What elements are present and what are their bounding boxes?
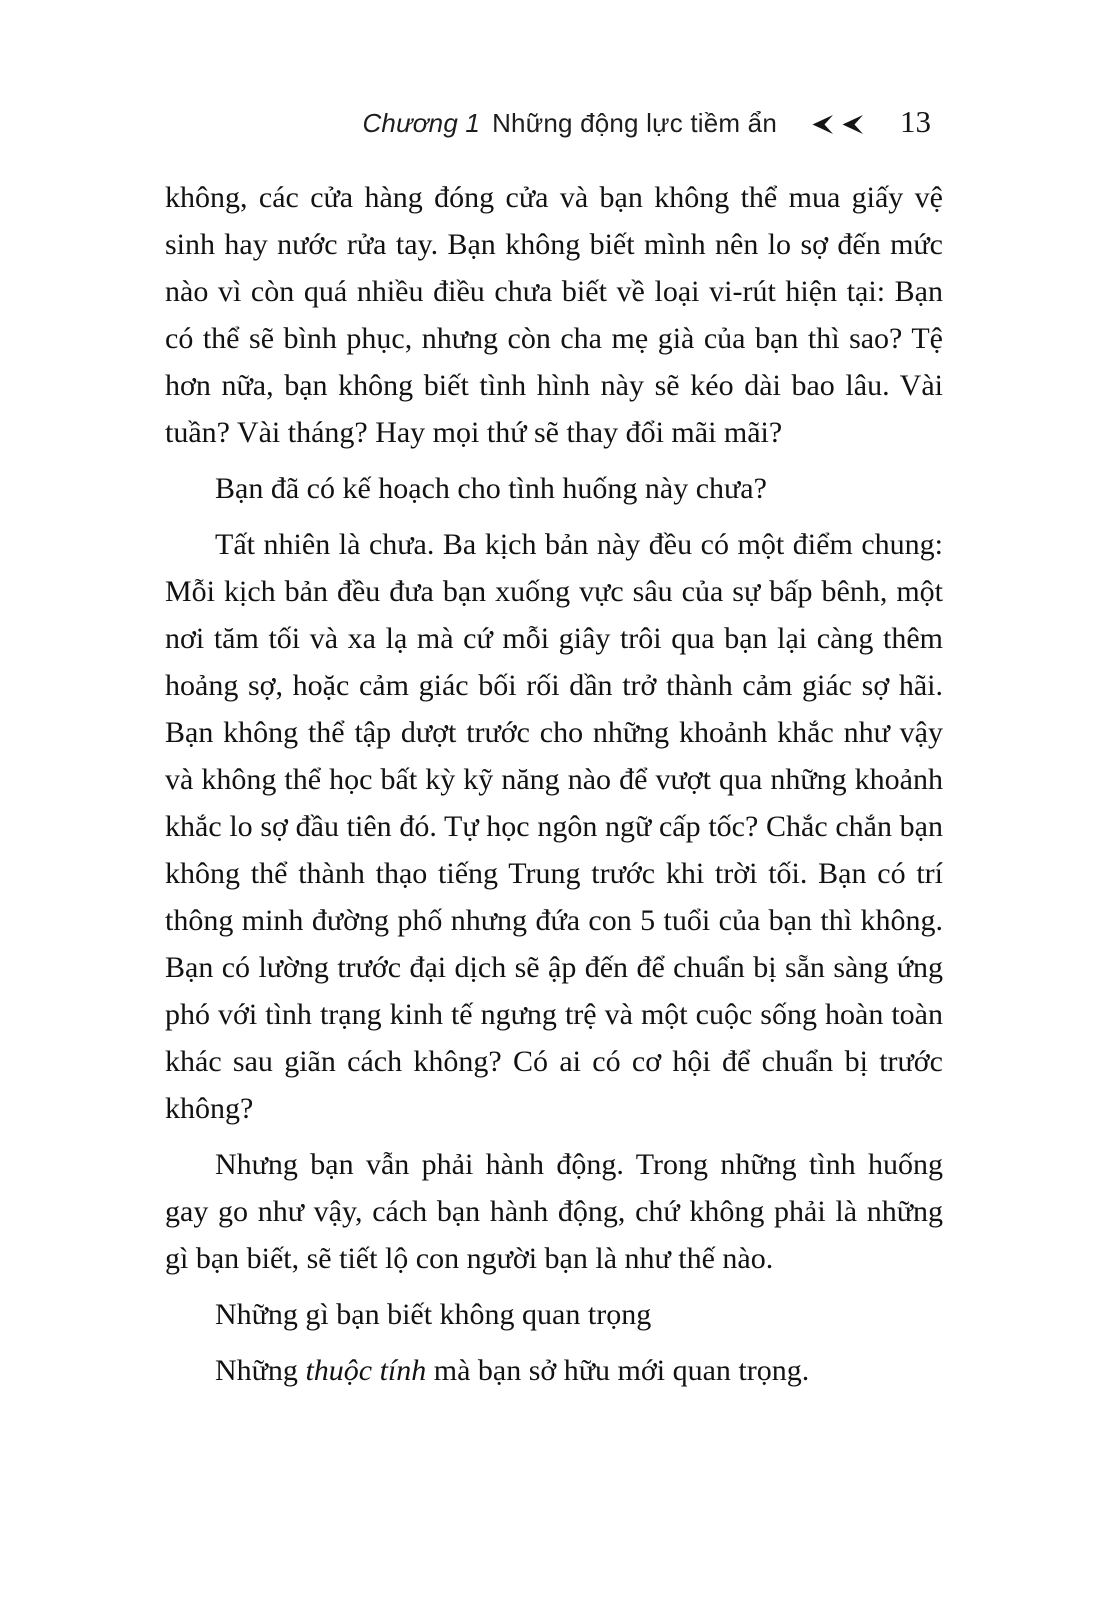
paragraph	[165, 521, 943, 1132]
paragraph	[165, 1141, 943, 1282]
text-segment: Những	[215, 1354, 306, 1387]
chapter-title: Những động lực tiềm ẩn	[492, 108, 777, 138]
page-header	[0, 104, 931, 140]
emphasized-text: thuộc tính	[305, 1354, 427, 1387]
chapter-number-label: Chương 1	[362, 108, 481, 138]
text-segment: Nhưng bạn vẫn phải hành động. Trong những tình huống gay go như vậy, cách bạn hành động, chứ không phải là những gì bạn biết, sẽ tiết lộ con người bạn là như thế nào.	[165, 1148, 943, 1275]
page-number: 13	[900, 104, 931, 139]
paragraph	[165, 174, 943, 456]
text-segment: Bạn đã có kế hoạch cho tình huống này chưa?	[215, 472, 767, 505]
text-segment: không, các cửa hàng đóng cửa và bạn không thể mua giấy vệ sinh hay nước rửa tay. Bạn không biết mình nên lo sợ đến mức nào vì còn quá nhiều điều chưa biết về loại vi-rút hiện tại: Bạn có thể sẽ bình phục, nhưng còn cha mẹ già của bạn thì sao? Tệ hơn nữa, bạn không biết tình hình này sẽ kéo dài bao lâu. Vài tuần? Vài tháng? Hay mọi thứ sẽ thay đổi mãi mãi?	[165, 181, 943, 449]
text-segment: Tất nhiên là chưa. Ba kịch bản này đều có một điểm chung: Mỗi kịch bản đều đưa bạn xuống vực sâu của sự bấp bênh, một nơi tăm tối và xa lạ mà cứ mỗi giây trôi qua bạn lại càng thêm hoảng sợ, hoặc cảm giác bối rối dần trở thành cảm giác sợ hãi. Bạn không thể tập dượt trước cho những khoảnh khắc như vậy và không thể học bất kỳ kỹ năng nào để vượt qua những khoảnh khắc lo sợ đầu tiên đó. Tự học ngôn ngữ cấp tốc? Chắc chắn bạn không thể thành thạo tiếng Trung trước khi trời tối. Bạn có trí thông minh đường phố nhưng đứa con 5 tuổi của bạn thì không. Bạn có lường trước đại dịch sẽ ập đến để chuẩn bị sẵn sàng ứng phó với tình trạng kinh tế ngưng trệ và một cuộc sống hoàn toàn khác sau giãn cách không? Có ai có cơ hội để chuẩn bị trước không?	[165, 528, 943, 1125]
text-segment: mà bạn sở hữu mới quan trọng.	[426, 1354, 810, 1387]
double-left-arrow-icon	[811, 114, 864, 135]
paragraph	[165, 1291, 943, 1338]
paragraph	[165, 1347, 943, 1394]
paragraph	[165, 465, 943, 512]
body-text	[165, 174, 943, 1394]
text-segment: Những gì bạn biết không quan trọng	[215, 1298, 652, 1331]
